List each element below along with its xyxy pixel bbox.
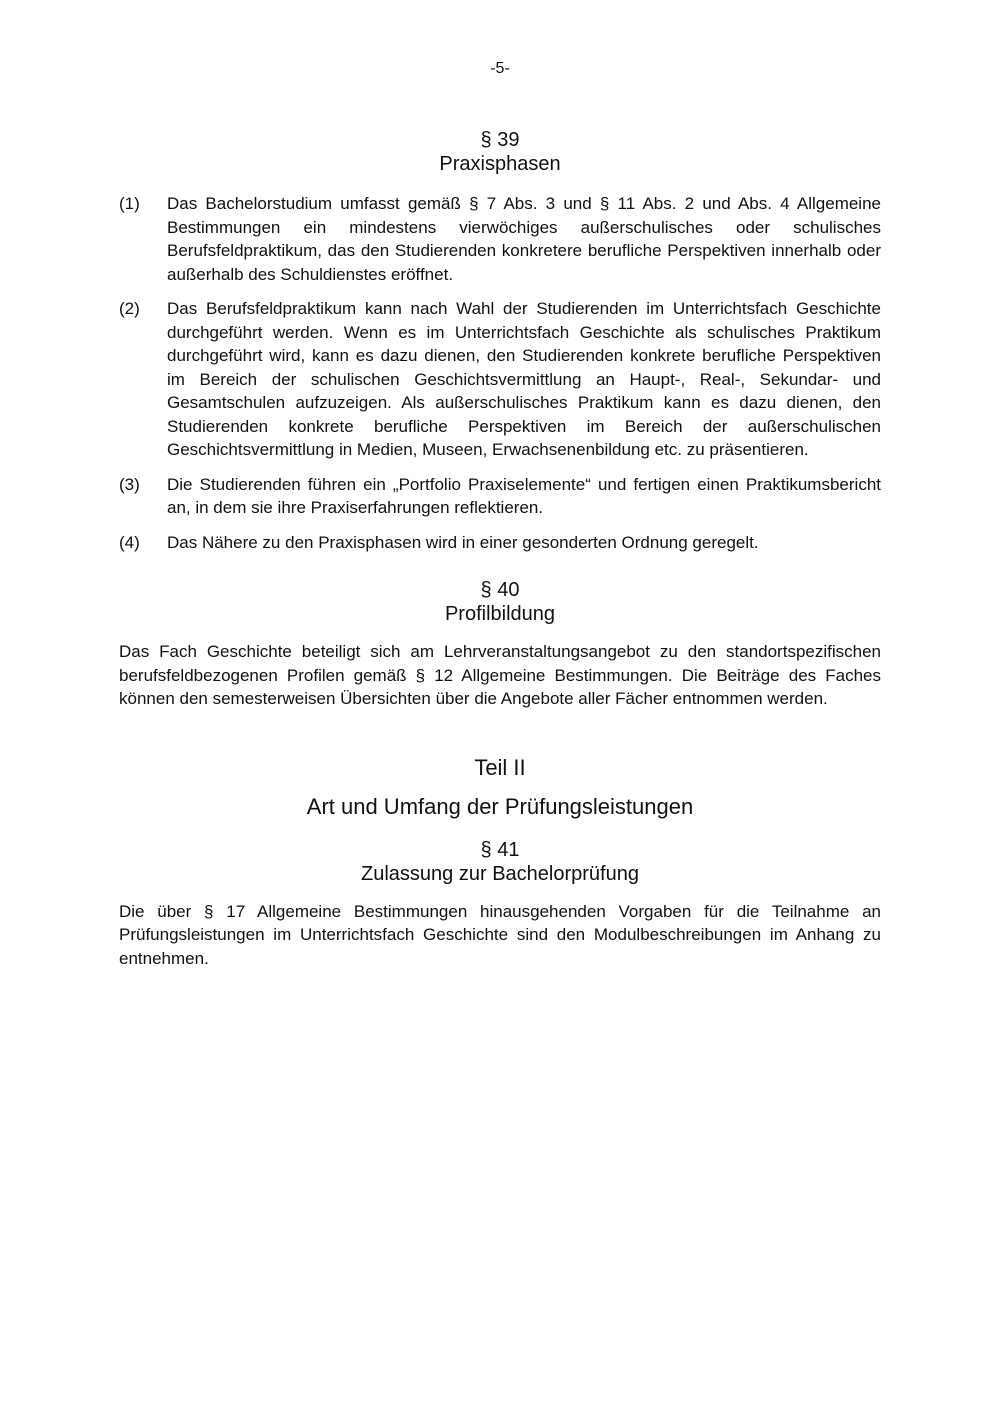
paragraph-number: (2) <box>119 299 140 318</box>
page-number: -5- <box>490 60 510 77</box>
paragraph-4 <box>119 531 881 555</box>
section-41-title: Zulassung zur Bachelorprüfung <box>361 862 639 885</box>
paragraph-number: (3) <box>119 474 140 494</box>
section-41-heading <box>119 838 881 886</box>
section-39-heading <box>119 128 881 176</box>
paragraph-3 <box>119 473 881 520</box>
part-2-subtitle: Art und Umfang der Prüfungsleistungen <box>306 793 694 819</box>
section-41-text: Die über § 17 Allgemeine Bestimmungen hinausgehenden Vorgaben für die Teilnahme an Prüfungsleistungen im Unterrichtsfach Geschichte sind den Modulbeschreibungen im Anhang zu entnehmen. <box>119 901 881 968</box>
paragraph-text: Das Berufsfeldpraktikum kann nach Wahl der Studierenden im Unterrichtsfach Geschichte durchgeführt werden. Wenn es im Unterrichtsfach Geschichte als schulisches Praktikum durchgeführt wird, kann es dazu dienen, den Studierenden konkrete berufliche Perspektiven im Bereich der schulischen Geschichtsvermittlung an Haupt-, Real-, Sekundar- und Gesamtschulen aufzuzeigen. Als außerschulisches Praktikum kann es dazu dienen, den Studierenden konkrete berufliche Perspektiven im Bereich der außerschulischen Geschichtsvermittlung in Medien, Museen, Erwachsenenbildung etc. zu präsentieren. <box>167 299 881 459</box>
paragraph-2 <box>119 297 881 462</box>
paragraph-number: (4) <box>119 532 140 552</box>
section-40-number: § 40 <box>480 579 520 601</box>
section-40-text: Das Fach Geschichte beteiligt sich am Lehrveranstaltungsangebot zu den standortspezifischen berufsfeldbezogenen Profilen gemäß § 12 Allgemeine Bestimmungen. Die Beiträge des Faches können den semesterweisen Übersichten über die Angebote aller Fächer entnommen werden. <box>119 642 881 708</box>
section-39-number: § 39 <box>480 129 520 151</box>
part-2-heading <box>119 755 881 820</box>
paragraph-number: (1) <box>119 194 140 213</box>
section-40-title: Profilbildung <box>444 603 556 625</box>
section-41-number: § 41 <box>480 838 520 861</box>
paragraph-1 <box>119 192 881 286</box>
section-40-heading <box>119 578 881 626</box>
paragraph-text: Das Nähere zu den Praxisphasen wird in einer gesonderten Ordnung geregelt. <box>167 532 759 552</box>
section-39-paragraphs <box>119 192 881 554</box>
paragraph-text: Die Studierenden führen ein „Portfolio Praxiselemente“ und fertigen einen Praktikumsbericht an, in dem sie ihre Praxiserfahrungen reflektieren. <box>167 474 881 517</box>
paragraph-text: Das Bachelorstudium umfasst gemäß § 7 Abs. 3 und § 11 Abs. 2 und Abs. 4 Allgemeine Bestimmungen ein mindestens vierwöchiges außerschulisches oder schulisches Berufsfeldpraktikum, das den Studierenden konkretere berufliche Perspektiven innerhalb oder außerhalb des Schuldienstes eröffnet. <box>167 194 881 284</box>
part-2-title: Teil II <box>474 754 526 780</box>
document-content <box>119 128 881 970</box>
section-39-title: Praxisphasen <box>439 153 561 175</box>
